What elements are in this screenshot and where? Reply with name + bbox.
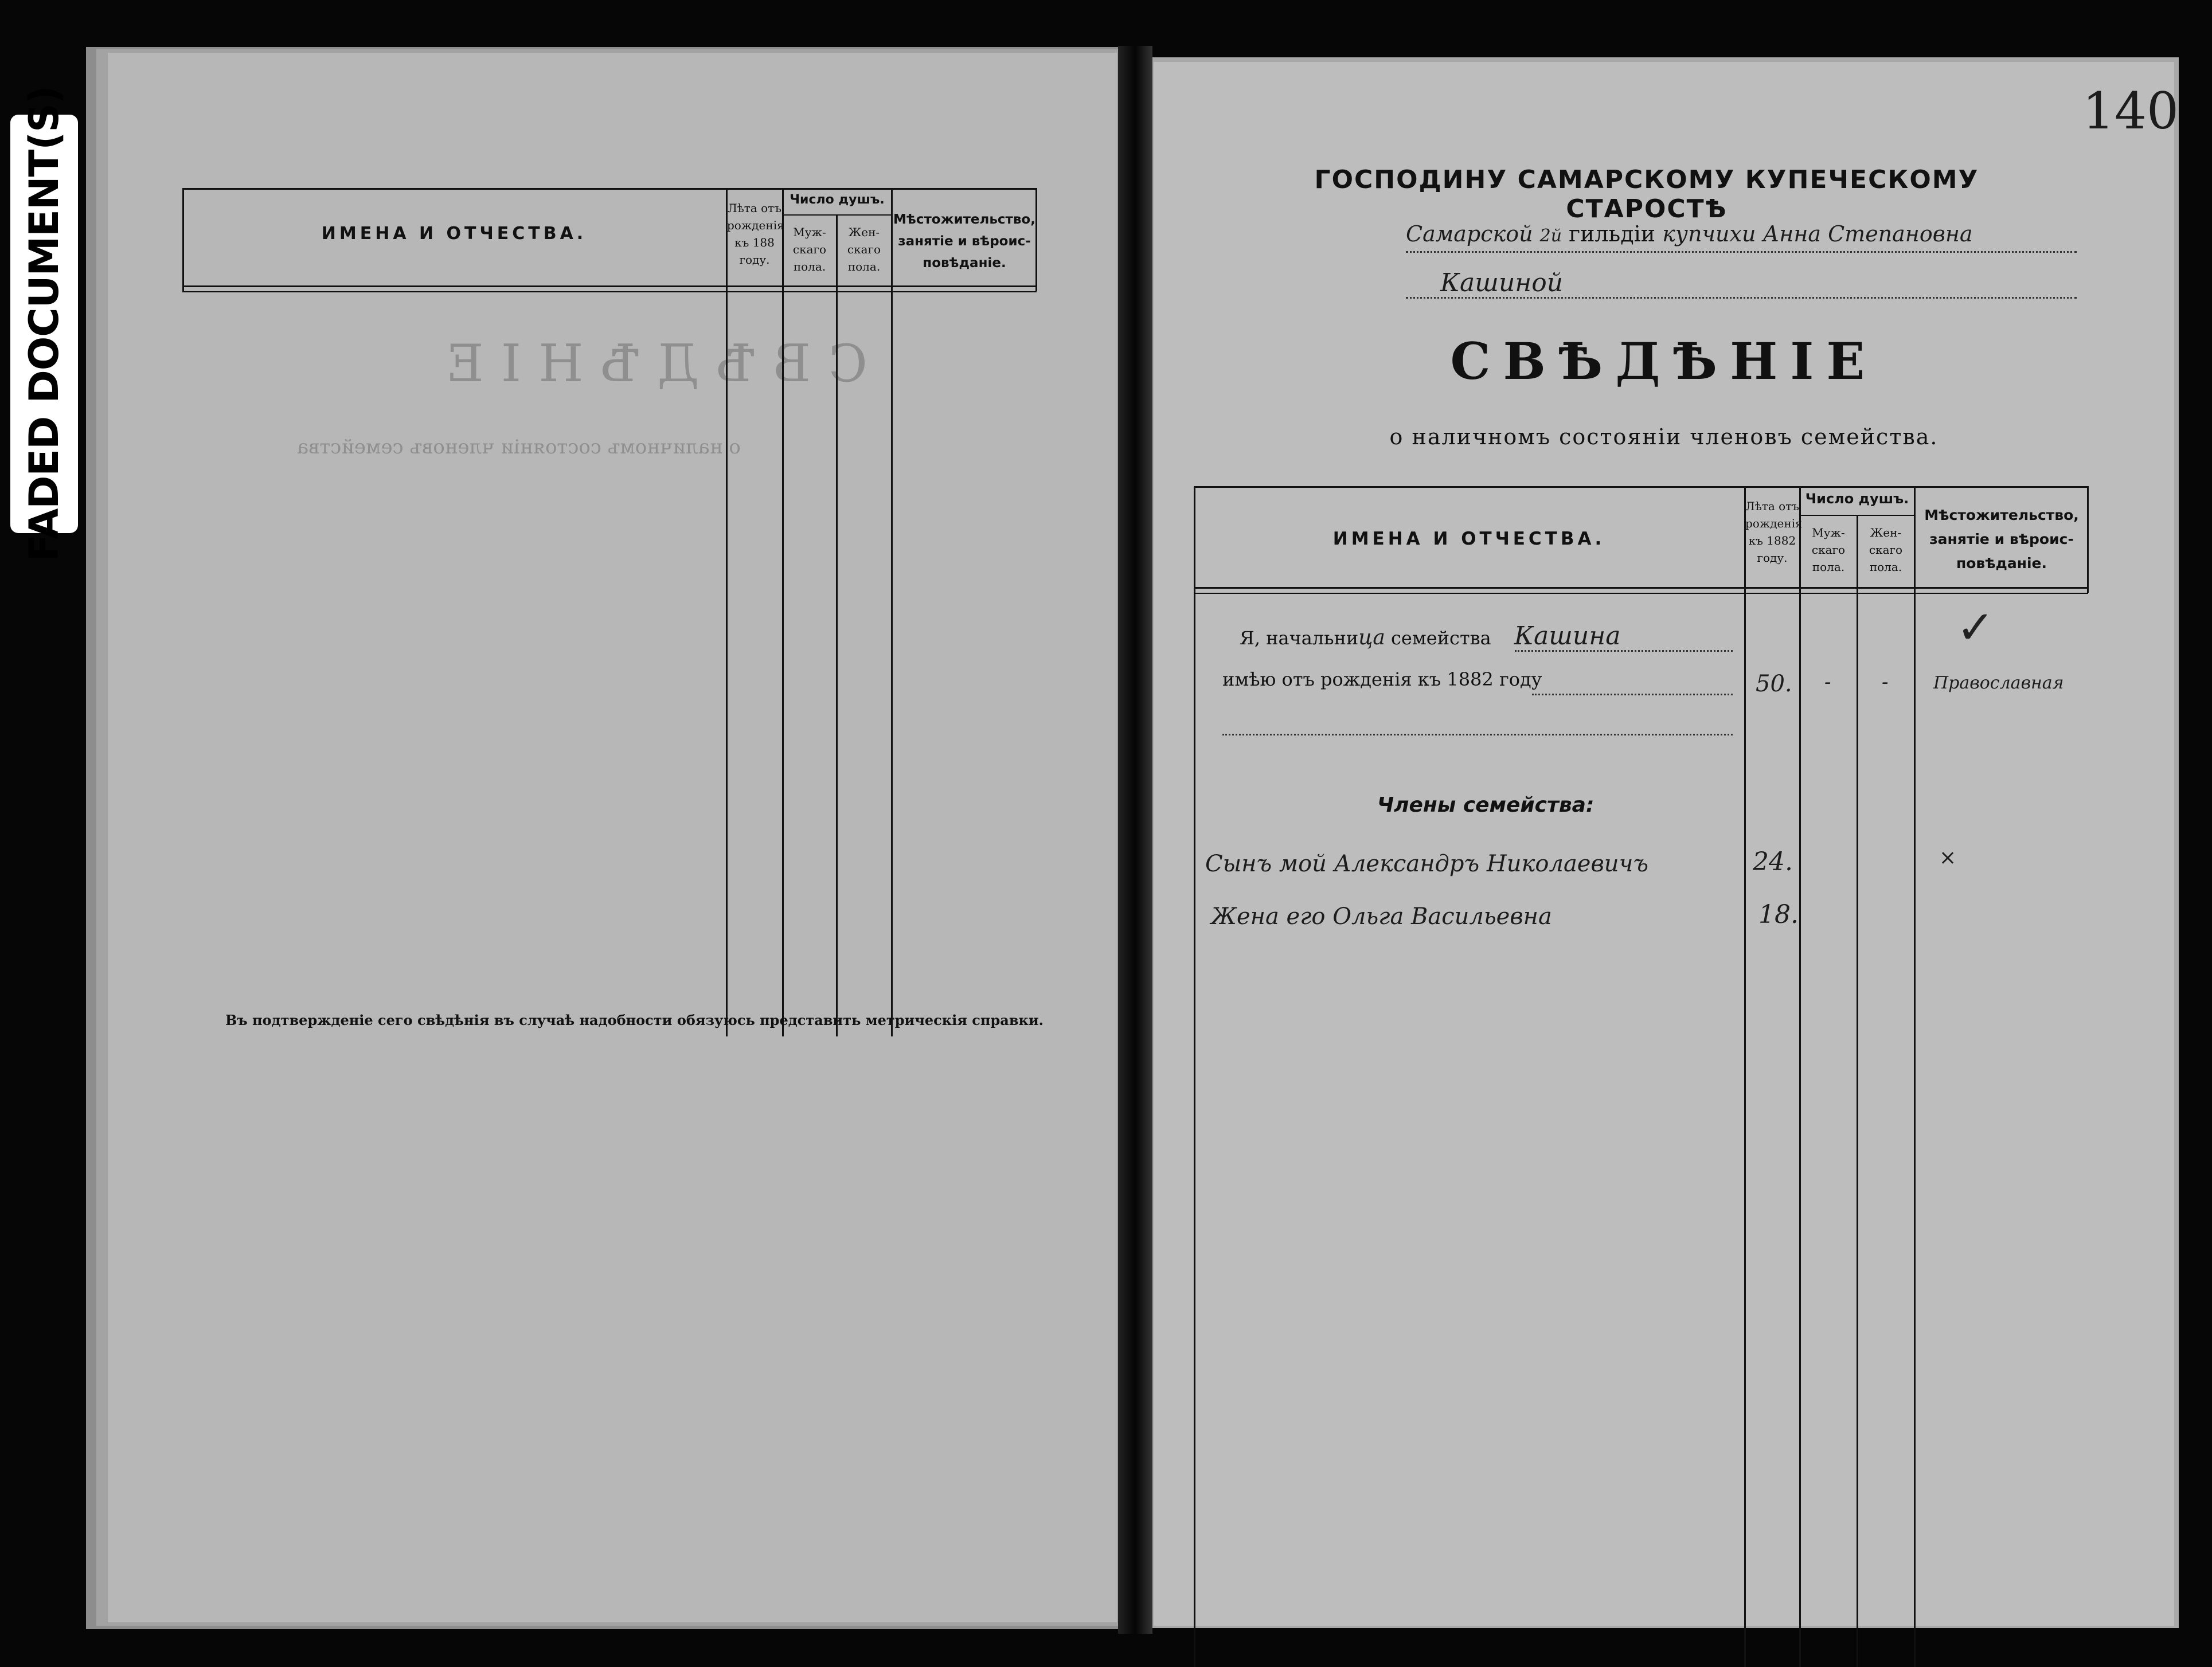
from-city: Самарской (1406, 221, 1533, 246)
faded-documents-label: FADED DOCUMENT(S) (21, 86, 68, 562)
ghost-subtitle: о наличномъ состояніи членовъ семейства (297, 436, 741, 459)
left-residence-header: Мѣстожительство, занятіе и вѣроис- повѣданіе. (893, 212, 1035, 271)
from-guild: 2й (1539, 226, 1562, 246)
from-surname: Кашиной (1440, 268, 1564, 298)
member-row-2-name: Жена его Ольга Васильевна (1211, 903, 1552, 930)
member-row-1-mark: × (1939, 846, 1957, 870)
right-female-header: Жен- скаго пола. (1869, 526, 1903, 574)
page-number: 140 (2082, 81, 2179, 140)
left-male-header: Муж- скаго пола. (792, 225, 827, 273)
document-subtitle: о наличномъ состояніи членовъ семейства. (1389, 424, 1939, 449)
head-age: 50. (1756, 671, 1792, 697)
residence-check-mark: ✓ (1956, 601, 1995, 654)
faded-documents-tag (10, 86, 78, 562)
head-surname: Кашина (1514, 621, 1621, 651)
left-page (108, 53, 1117, 1622)
right-table (1194, 486, 2088, 1667)
head-female: - (1882, 671, 1889, 694)
left-age-header: Лѣта отъ рожденія къ 188 году. (727, 201, 784, 267)
left-table (182, 188, 1037, 1036)
document-title: СВѢДѢНІЕ (1450, 331, 1878, 391)
head-gender-suffix: ца (1358, 626, 1385, 649)
head-residence: Православная (1933, 673, 2064, 693)
address-line: ГОСПОДИНУ САМАРСКОМУ КУПЕЧЕСКОМУ СТАРОСТѢ (1314, 165, 1979, 224)
head-line-1: Я, начальница семейства Кашина (1240, 621, 1621, 651)
members-title: Члены семейства: (1377, 793, 1594, 817)
right-names-header: ИМЕНА И ОТЧЕСТВА. (1332, 529, 1605, 549)
left-footer-note: Въ подтвержденіе сего свѣдѣнія въ случаѣ надобности обязуюсь представить метрическія справки. (225, 1012, 1044, 1028)
from-line (1406, 221, 2082, 256)
right-residence-header: Мѣстожительство, занятіе и вѣроис- повѣданіе. (1924, 507, 2079, 572)
member-row-1-age: 24. (1753, 847, 1793, 876)
right-male-header: Муж- скаго пола. (1811, 526, 1846, 574)
from-guild-printed: гильдіи (1569, 221, 1656, 246)
ghost-title: СВѢДѢНІЕ (429, 334, 868, 394)
book-spine (1118, 46, 1152, 1634)
member-row-1-name: Сынъ мой Александръ Николаевичъ (1205, 851, 1649, 877)
member-row-2-age: 18. (1758, 900, 1799, 929)
left-count-header: Число душъ. (790, 193, 885, 207)
from-name: купчихи Анна Степановна (1662, 221, 1973, 246)
right-count-header: Число душъ. (1805, 491, 1909, 507)
left-names-header: ИМЕНА И ОТЧЕСТВА. (321, 224, 587, 244)
right-page (1154, 62, 2179, 1626)
head-male: - (1824, 671, 1831, 694)
left-female-header: Жен- скаго пола. (847, 225, 881, 273)
head-line-2: имѣю отъ рожденія къ 1882 году (1222, 668, 1542, 690)
right-age-header: Лѣта отъ рожденія къ 1882 году. (1745, 499, 1803, 565)
